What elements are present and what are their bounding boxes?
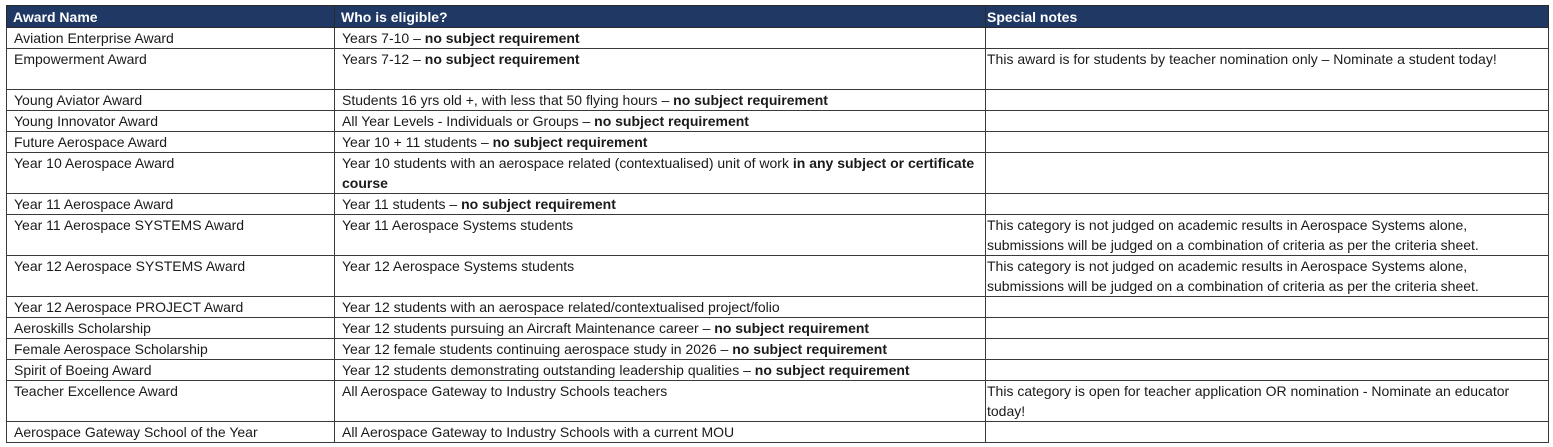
- special-notes-cell: [986, 111, 1549, 132]
- eligibility-cell: [335, 215, 986, 256]
- table-row: [7, 49, 1549, 90]
- award-name-cell: Year 12 Aerospace SYSTEMS Award: [7, 256, 335, 297]
- eligibility-cell: [335, 111, 986, 132]
- eligibility-text: Year 10 + 11 students –: [342, 134, 493, 150]
- eligibility-text: All Aerospace Gateway to Industry Schools teachers: [342, 383, 668, 399]
- eligibility-cell: [335, 360, 986, 381]
- eligibility-text: Year 12 female students continuing aerospace study in 2026 –: [342, 341, 733, 357]
- table-row: [7, 111, 1549, 132]
- eligibility-emphasis: no subject requirement: [673, 92, 828, 108]
- eligibility-cell: [335, 381, 986, 422]
- awards-table-container: [6, 5, 1549, 443]
- eligibility-emphasis: no subject requirement: [754, 362, 910, 378]
- eligibility-text: Year 12 Aerospace Systems students: [342, 258, 575, 274]
- special-notes-cell: This category is not judged on academic results in Aerospace Systems alone, submissions will be judged on a combination of criteria as per the criteria sheet.: [986, 256, 1549, 297]
- eligibility-text: Year 11 students –: [342, 196, 462, 212]
- award-name-cell: Aeroskills Scholarship: [7, 318, 335, 339]
- eligibility-cell: [335, 422, 986, 443]
- eligibility-emphasis: no subject requirement: [594, 113, 749, 129]
- table-row: [7, 28, 1549, 49]
- eligibility-cell: [335, 28, 986, 49]
- eligibility-cell: [335, 339, 986, 360]
- table-header-row: [7, 6, 1549, 28]
- special-notes-cell: [986, 339, 1549, 360]
- eligibility-emphasis: no subject requirement: [492, 134, 648, 150]
- special-notes-cell: [986, 422, 1549, 443]
- table-row: [7, 422, 1549, 443]
- eligibility-emphasis: no subject requirement: [461, 196, 616, 212]
- eligibility-text: Students 16 yrs old +, with less that 50 flying hours –: [342, 92, 674, 108]
- table-row: [7, 215, 1549, 256]
- header-who-is-eligible: Who is eligible?: [335, 6, 986, 28]
- eligibility-emphasis: no subject requirement: [732, 341, 888, 357]
- table-row: [7, 381, 1549, 422]
- special-notes-cell: [986, 28, 1549, 49]
- table-row: [7, 132, 1549, 153]
- eligibility-text: Year 12 students with an aerospace related/contextualised project/folio: [342, 299, 780, 315]
- special-notes-cell: This category is open for teacher application OR nomination - Nominate an educator today!: [986, 381, 1549, 422]
- table-row: [7, 339, 1549, 360]
- special-notes-cell: [986, 360, 1549, 381]
- eligibility-cell: [335, 90, 986, 111]
- special-notes-cell: [986, 297, 1549, 318]
- eligibility-emphasis: no subject requirement: [424, 30, 580, 46]
- award-name-cell: Young Aviator Award: [7, 90, 335, 111]
- award-name-cell: Female Aerospace Scholarship: [7, 339, 335, 360]
- table-row: [7, 360, 1549, 381]
- award-name-cell: Young Innovator Award: [7, 111, 335, 132]
- eligibility-cell: [335, 256, 986, 297]
- table-row: [7, 153, 1549, 194]
- table-row: [7, 256, 1549, 297]
- table-row: [7, 194, 1549, 215]
- eligibility-cell: [335, 153, 986, 194]
- eligibility-cell: [335, 132, 986, 153]
- special-notes-cell: [986, 194, 1549, 215]
- special-notes-cell: [986, 153, 1549, 194]
- special-notes-cell: [986, 318, 1549, 339]
- special-notes-cell: [986, 90, 1549, 111]
- table-row: [7, 318, 1549, 339]
- award-name-cell: Aerospace Gateway School of the Year: [7, 422, 335, 443]
- eligibility-cell: [335, 297, 986, 318]
- eligibility-emphasis: no subject requirement: [424, 51, 580, 67]
- eligibility-text: All Year Levels - Individuals or Groups –: [342, 113, 595, 129]
- eligibility-text: Year 12 students pursuing an Aircraft Maintenance career –: [342, 320, 715, 336]
- header-special-notes: Special notes: [986, 6, 1549, 28]
- award-name-cell: Spirit of Boeing Award: [7, 360, 335, 381]
- award-name-cell: Year 11 Aerospace Award: [7, 194, 335, 215]
- table-row: [7, 90, 1549, 111]
- eligibility-cell: [335, 318, 986, 339]
- award-name-cell: Future Aerospace Award: [7, 132, 335, 153]
- eligibility-text: Year 12 students demonstrating outstanding leadership qualities –: [342, 362, 755, 378]
- eligibility-emphasis: in any subject or certificate course: [342, 155, 975, 191]
- award-name-cell: Aviation Enterprise Award: [7, 28, 335, 49]
- special-notes-cell: This category is not judged on academic results in Aerospace Systems alone, submissions will be judged on a combination of criteria as per the criteria sheet.: [986, 215, 1549, 256]
- award-name-cell: Year 11 Aerospace SYSTEMS Award: [7, 215, 335, 256]
- eligibility-text: Years 7-12 –: [342, 51, 425, 67]
- awards-table: [6, 5, 1549, 443]
- eligibility-cell: [335, 49, 986, 90]
- header-award-name: Award Name: [7, 6, 335, 28]
- eligibility-text: Year 10 students with an aerospace related (contextualised) unit of work: [342, 155, 793, 171]
- award-name-cell: Year 10 Aerospace Award: [7, 153, 335, 194]
- eligibility-emphasis: no subject requirement: [714, 320, 870, 336]
- eligibility-cell: [335, 194, 986, 215]
- award-name-cell: Empowerment Award: [7, 49, 335, 90]
- eligibility-text: Year 11 Aerospace Systems students: [342, 217, 574, 233]
- table-row: [7, 297, 1549, 318]
- eligibility-text: All Aerospace Gateway to Industry Schools with a current MOU: [342, 424, 735, 440]
- special-notes-cell: This award is for students by teacher nomination only – Nominate a student today!: [986, 49, 1549, 90]
- award-name-cell: Year 12 Aerospace PROJECT Award: [7, 297, 335, 318]
- special-notes-cell: [986, 132, 1549, 153]
- eligibility-text: Years 7-10 –: [342, 30, 425, 46]
- award-name-cell: Teacher Excellence Award: [7, 381, 335, 422]
